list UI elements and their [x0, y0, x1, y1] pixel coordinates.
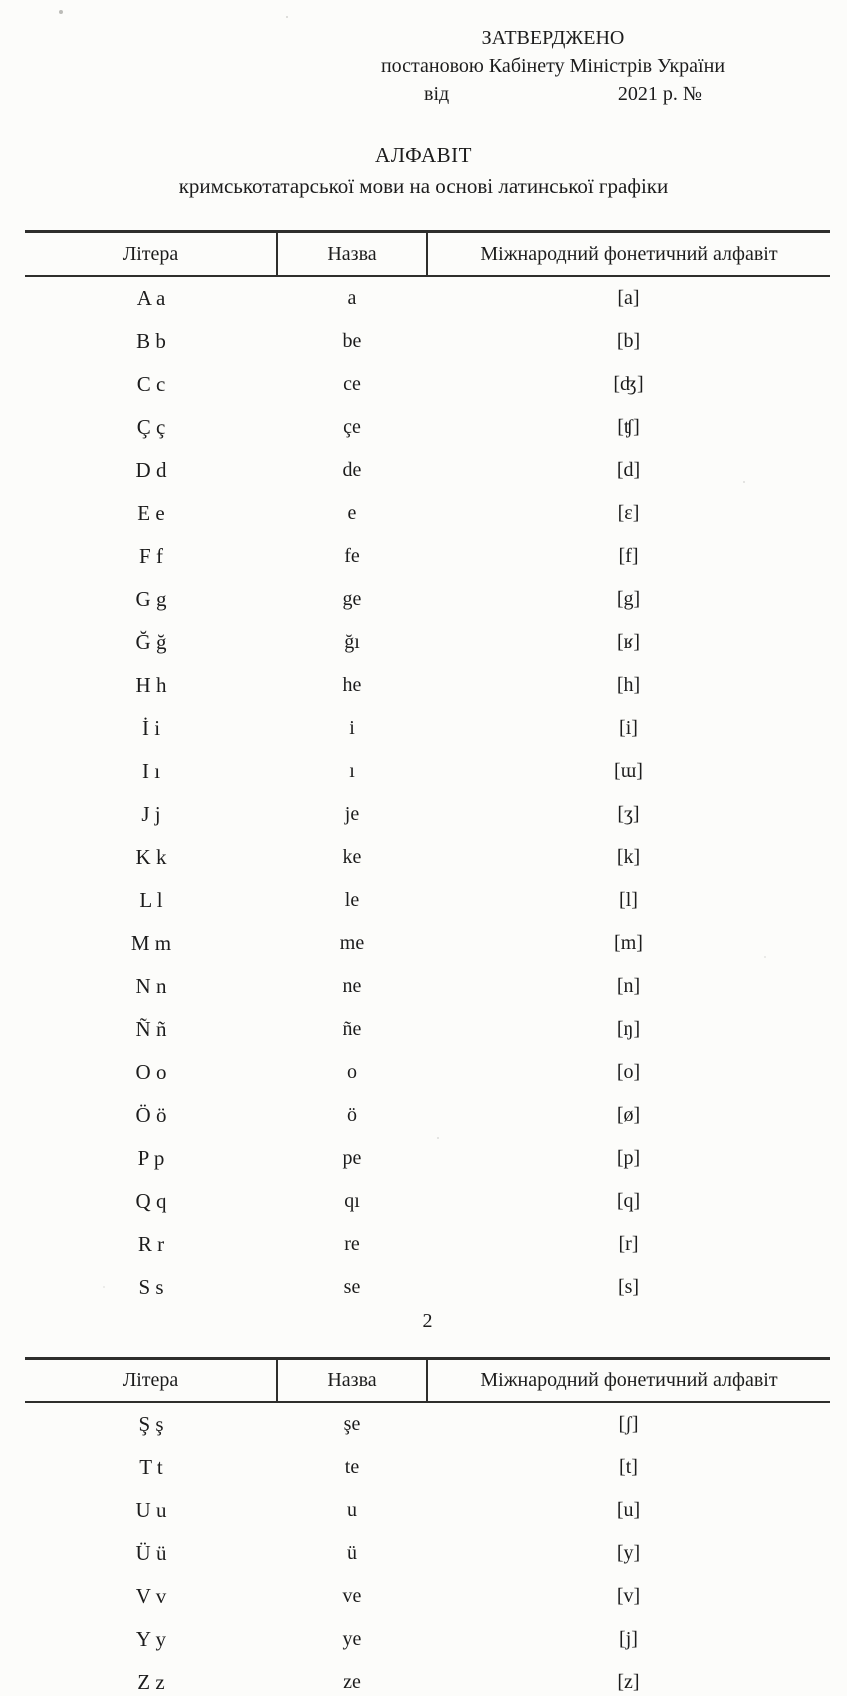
alphabet-table-page2	[25, 1357, 830, 1696]
header-letter: Літера	[25, 1359, 277, 1403]
ipa-cell: [ʒ]	[617, 803, 640, 825]
letter-cell: O o	[135, 1060, 167, 1084]
alphabet-row	[25, 1575, 830, 1618]
name-cell: a	[347, 287, 357, 309]
alphabet-row	[25, 535, 830, 578]
letter-cell: I ı	[141, 759, 161, 783]
name-cell: he	[342, 674, 362, 696]
approval-year-number: 2021 р. №	[617, 83, 702, 105]
alphabet-row	[25, 707, 830, 750]
header-letter: Літера	[25, 232, 277, 277]
ipa-cell: [d]	[616, 459, 641, 481]
name-cell: be	[342, 330, 362, 352]
alphabet-row	[25, 1137, 830, 1180]
name-cell: qı	[344, 1190, 360, 1212]
name-cell: e	[347, 502, 357, 524]
name-cell: se	[343, 1276, 361, 1298]
alphabet-row	[25, 836, 830, 879]
letter-cell: G g	[135, 587, 167, 611]
name-cell: o	[347, 1061, 357, 1083]
letter-cell: Y y	[135, 1627, 167, 1651]
ipa-cell: [a]	[617, 287, 640, 309]
approval-date-line	[358, 80, 748, 108]
table-header-row	[25, 232, 830, 277]
alphabet-row	[25, 621, 830, 664]
name-cell: ge	[342, 588, 362, 610]
alphabet-row	[25, 750, 830, 793]
name-cell: ö	[347, 1104, 357, 1126]
name-cell: ce	[343, 373, 361, 395]
letter-cell: N n	[135, 974, 167, 998]
letter-cell: Ü ü	[135, 1541, 167, 1565]
letter-cell: F f	[139, 544, 163, 568]
ipa-cell: [ŋ]	[616, 1018, 641, 1040]
ipa-cell: [z]	[617, 1671, 640, 1693]
header-ipa: Міжнародний фонетичний алфавіт	[427, 232, 830, 277]
ipa-cell: [b]	[616, 330, 641, 352]
ipa-cell: [i]	[619, 717, 638, 739]
name-cell: fe	[344, 545, 360, 567]
name-cell: ñe	[342, 1018, 362, 1040]
letter-cell: C c	[136, 372, 166, 396]
ipa-cell: [ɛ]	[617, 502, 640, 524]
ipa-cell: [ʁ]	[616, 631, 641, 653]
ipa-cell: [m]	[614, 932, 643, 954]
approval-from-label: від	[424, 83, 450, 105]
page-number: 2	[422, 1310, 433, 1332]
scan-noise	[0, 0, 2, 2]
alphabet-row	[25, 1094, 830, 1137]
name-cell: te	[344, 1456, 360, 1478]
letter-cell: Ç ç	[136, 415, 166, 439]
name-cell: ve	[342, 1585, 362, 1607]
approval-approved-label: ЗАТВЕРДЖЕНО	[481, 27, 625, 49]
name-cell: ü	[347, 1542, 357, 1564]
letter-cell: R r	[137, 1232, 165, 1256]
ipa-cell: [g]	[616, 588, 641, 610]
ipa-cell: [ʤ]	[613, 373, 644, 395]
ipa-cell: [k]	[616, 846, 641, 868]
name-cell: ğı	[344, 631, 360, 653]
letter-cell: D d	[135, 458, 167, 482]
alphabet-row	[25, 320, 830, 363]
alphabet-row	[25, 965, 830, 1008]
letter-cell: J j	[141, 802, 161, 826]
alphabet-row	[25, 879, 830, 922]
name-cell: şe	[343, 1413, 361, 1435]
name-cell: ne	[342, 975, 362, 997]
alphabet-row	[25, 578, 830, 621]
alphabet-row	[25, 1532, 830, 1575]
alphabet-row	[25, 1223, 830, 1266]
letter-cell: M m	[130, 931, 172, 955]
letter-cell: Ğ ğ	[135, 630, 167, 654]
approval-resolution-line: постановою Кабінету Міністрів України	[380, 55, 726, 77]
name-cell: ı	[349, 760, 355, 782]
header-name: Назва	[277, 232, 427, 277]
ipa-cell: [r]	[618, 1233, 639, 1255]
ipa-cell: [p]	[616, 1147, 641, 1169]
header-ipa: Міжнародний фонетичний алфавіт	[427, 1359, 830, 1403]
table-header-row	[25, 1359, 830, 1403]
alphabet-row	[25, 922, 830, 965]
ipa-cell: [y]	[616, 1542, 641, 1564]
title-alphabet: АЛФАВІТ	[375, 143, 472, 167]
letter-cell: K k	[135, 845, 167, 869]
ipa-cell: [ʧ]	[617, 416, 640, 438]
name-cell: pe	[342, 1147, 362, 1169]
letter-cell: Ö ö	[135, 1103, 167, 1127]
alphabet-row	[25, 1489, 830, 1532]
header-name: Назва	[277, 1359, 427, 1403]
ipa-cell: [ø]	[616, 1104, 641, 1126]
letter-cell: L l	[139, 888, 163, 912]
name-cell: i	[349, 717, 355, 739]
ipa-cell: [f]	[618, 545, 639, 567]
letter-cell: V v	[135, 1584, 167, 1608]
name-cell: me	[339, 932, 365, 954]
approval-block	[358, 24, 748, 108]
alphabet-row	[25, 363, 830, 406]
alphabet-row	[25, 449, 830, 492]
ipa-cell: [s]	[617, 1276, 640, 1298]
title-subtitle: кримськотатарської мови на основі латинської графіки	[178, 174, 669, 198]
ipa-cell: [q]	[616, 1190, 641, 1212]
name-cell: ke	[342, 846, 362, 868]
name-cell: de	[342, 459, 362, 481]
letter-cell: Q q	[135, 1189, 167, 1213]
alphabet-table-page1	[25, 230, 830, 1309]
ipa-cell: [t]	[619, 1456, 638, 1478]
name-cell: je	[344, 803, 360, 825]
alphabet-row	[25, 1008, 830, 1051]
letter-cell: Ş ş	[138, 1412, 164, 1436]
alphabet-row	[25, 664, 830, 707]
alphabet-row	[25, 406, 830, 449]
document-title	[0, 140, 847, 202]
name-cell: re	[344, 1233, 360, 1255]
ipa-cell: [l]	[619, 889, 638, 911]
letter-cell: A a	[136, 286, 166, 310]
name-cell: ze	[343, 1671, 361, 1693]
ipa-cell: [h]	[616, 674, 641, 696]
name-cell: u	[347, 1499, 357, 1521]
alphabet-row	[25, 276, 830, 320]
letter-cell: Z z	[137, 1670, 165, 1694]
letter-cell: İ i	[141, 716, 161, 740]
alphabet-row	[25, 1051, 830, 1094]
name-cell: le	[344, 889, 360, 911]
alphabet-row	[25, 1180, 830, 1223]
ipa-cell: [u]	[616, 1499, 641, 1521]
name-cell: çe	[343, 416, 361, 438]
ipa-cell: [j]	[619, 1628, 638, 1650]
letter-cell: Ñ ñ	[135, 1017, 167, 1041]
alphabet-row	[25, 1661, 830, 1696]
name-cell: ye	[342, 1628, 362, 1650]
alphabet-row	[25, 1618, 830, 1661]
alphabet-row	[25, 1402, 830, 1446]
ipa-cell: [ʃ]	[618, 1413, 639, 1435]
letter-cell: S s	[138, 1275, 164, 1299]
letter-cell: U u	[135, 1498, 167, 1522]
letter-cell: P p	[137, 1146, 165, 1170]
ipa-cell: [n]	[616, 975, 641, 997]
alphabet-row	[25, 492, 830, 535]
letter-cell: E e	[137, 501, 165, 525]
letter-cell: H h	[135, 673, 167, 697]
letter-cell: B b	[136, 329, 166, 353]
ipa-cell: [ɯ]	[614, 760, 643, 782]
alphabet-row	[25, 1446, 830, 1489]
ipa-cell: [o]	[616, 1061, 641, 1083]
letter-cell: T t	[139, 1455, 163, 1479]
alphabet-row	[25, 1266, 830, 1309]
alphabet-row	[25, 793, 830, 836]
ipa-cell: [v]	[616, 1585, 641, 1607]
